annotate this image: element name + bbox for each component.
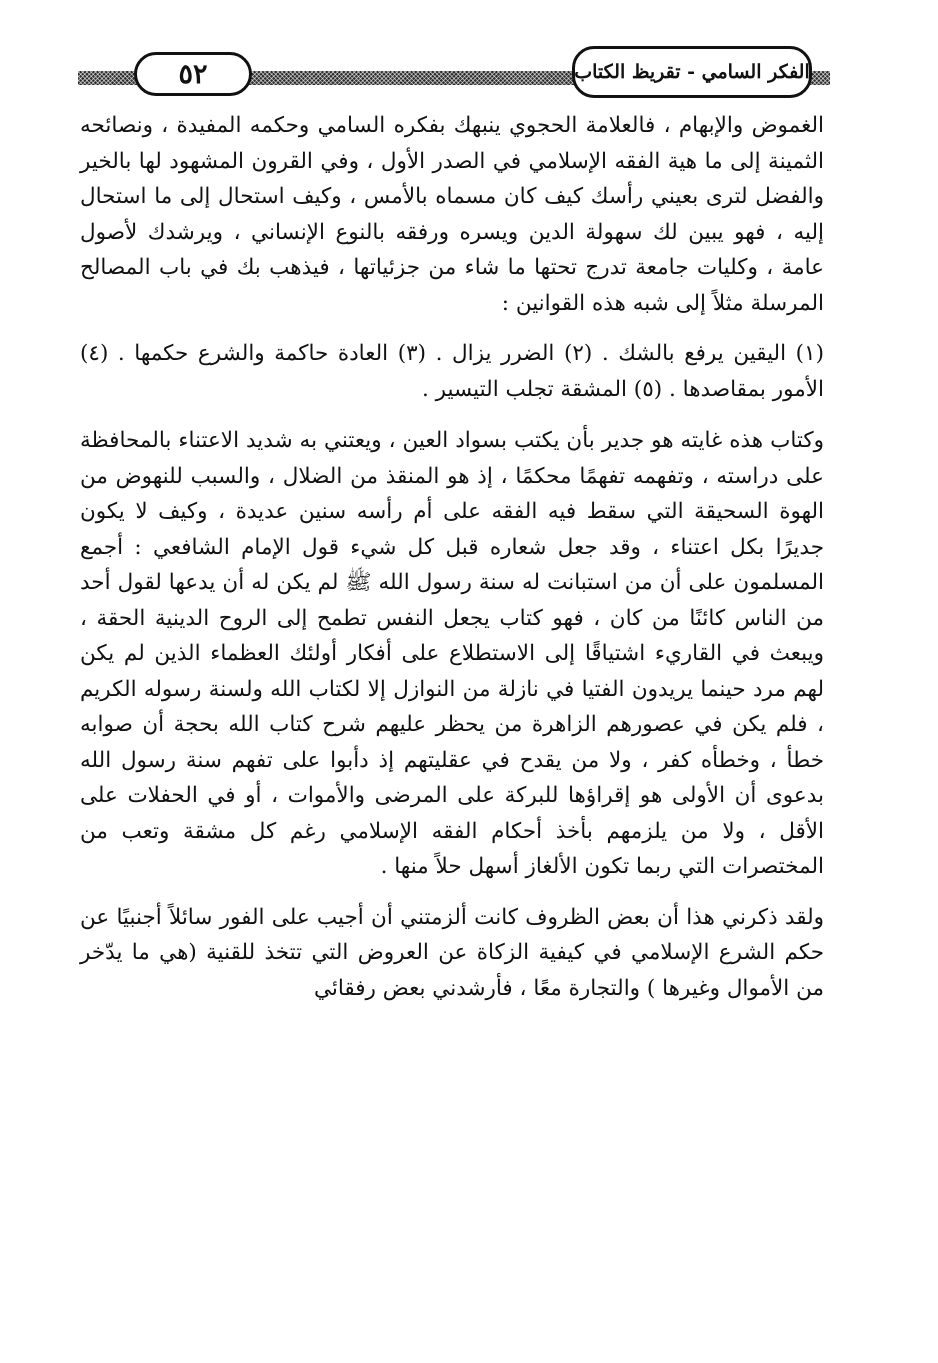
paragraph-intro: الغموض والإبهام ، فالعلامة الحجوي ينبهك بفكره السامي وحكمه المفيدة ، ونصائحه الثمينة إلى ما هية الفقه الإسلامي في الصدر الأول ، وفي القرون المشهود لها بالخير والفضل لترى بعيني رأسك كيف كان مسماه بالأمس ، وكيف استحال إلى ما استحال إليه ، فهو يبين لك سهولة الدين ويسره ورفقه بالنوع الإنساني ، ويرشدك لأصول عامة ، وكليات جامعة تدرج تحتها ما شاء من جزئياتها ، فيذهب بك في باب المصالح المرسلة مثلاً إلى شبه هذه القوانين :: [80, 113, 824, 316]
page-body: [80, 108, 824, 1006]
page-header: [78, 44, 830, 100]
jurisprudence-rules: (١) اليقين يرفع بالشك . (٢) الضرر يزال . (٣) العادة حاكمة والشرع حكمها . (٤) الأمور بمقاصدها . (٥) المشقة تجلب التيسير .: [80, 341, 824, 402]
page-number: ٥٢: [134, 52, 252, 96]
paragraph-zakat-anecdote: ولقد ذكرني هذا أن بعض الظروف كانت ألزمتني أن أجيب على الفور سائلاً أجنبيًا عن حكم الشرع الإسلامي في كيفية الزكاة عن العروض التي تتخذ للقنية (هي ما يدّخر من الأموال وغيرها ) والتجارة معًا ، فأرشدني بعض رفقائي: [80, 904, 824, 1001]
running-title: الفكر السامي - تقريظ الكتاب: [572, 46, 812, 98]
paragraph-book-praise: وكتاب هذه غايته هو جدير بأن يكتب بسواد العين ، ويعتني به شديد الاعتناء بالمحافظة على دراسته ، وتفهمه تفهمًا محكمًا ، إذ هو المنقذ من الضلال ، والسبب للنهوض من الهوة السحيقة التي سقط فيه الفقه على أم رأسه سنين عديدة ، وكيف لا يكون جديرًا بكل اعتناء ، وقد جعل شعاره قبل كل شيء قول الإمام الشافعي : أجمع المسلمون على أن من استبانت له سنة رسول الله ﷺ لم يكن له أن يدعها لقول أحد من الناس كائنًا من كان ، فهو كتاب يجعل النفس تطمح إلى الروح الدينية الحقة ، ويبعث في القاريء اشتياقًا إلى الاستطلاع على أفكار أولئك العظماء الذين لم يكن لهم مرد حينما يريدون الفتيا في نازلة من النوازل إلا لكتاب الله ولسنة رسوله الكريم ، فلم يكن في عصورهم الزاهرة من يحظر عليهم شرح كتاب الله بحجة أن صوابه خطأ ، وخطأه كفر ، ولا من يقدح في عقليتهم إذ دأبوا على تفهم سنة رسول الله بدعوى أن الأولى هو إقراؤها للبركة على المرضى والأموات ، أو في الحفلات على الأقل ، ولا من يلزمهم بأخذ أحكام الفقه الإسلامي رغم كل مشقة وتعب من المختصرات التي ربما تكون الألغاز أسهل حلاً منها .: [80, 428, 824, 879]
